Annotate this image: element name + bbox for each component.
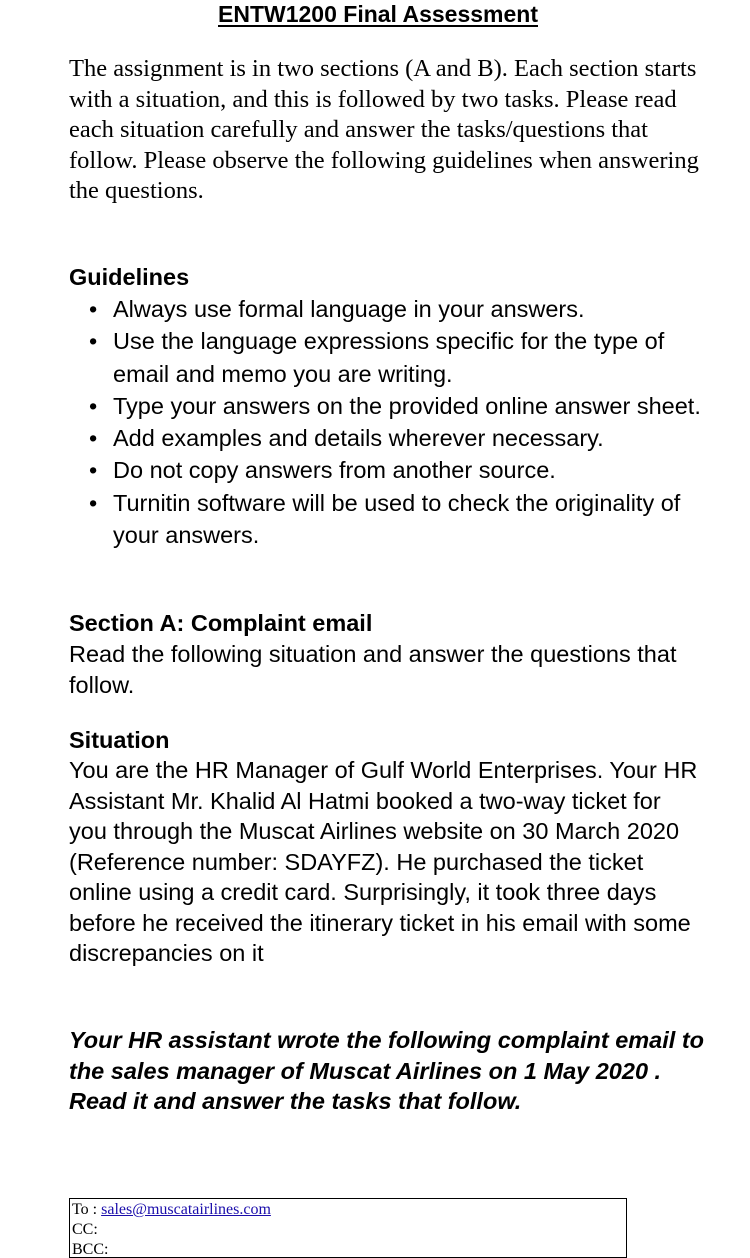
- bullet-icon: •: [89, 392, 98, 419]
- guideline-text: Add examples and details wherever necessary.: [113, 425, 604, 452]
- email-to-line: [72, 1200, 624, 1220]
- bullet-icon: •: [89, 489, 98, 516]
- guideline-item: [89, 422, 709, 454]
- email-cc-line: CC:: [72, 1221, 98, 1238]
- guideline-text: Use the language expressions specific for the type of email and memo you are writing.: [113, 328, 665, 387]
- task-instruction: Your HR assistant wrote the following complaint email to the sales manager of Muscat Airlines on 1 May 2020 . Read it and answer the tasks that follow.: [69, 1027, 705, 1114]
- section-a-instruction: Read the following situation and answer the questions that follow.: [69, 641, 677, 698]
- guideline-item: [89, 390, 709, 422]
- guideline-text: Always use formal language in your answers.: [113, 296, 585, 322]
- section-a-heading: Section A: Complaint email: [69, 610, 373, 636]
- guidelines-list: [89, 293, 709, 551]
- situation-text: You are the HR Manager of Gulf World Enterprises. Your HR Assistant Mr. Khalid Al Hatmi booked a two-way ticket for you through the Muscat Airlines website on 30 March 2020 (Reference number: SDAYFZ). He purchased the ticket online using a credit card. Surprisingly, it took three days before he received the itinerary ticket in his email with some discrepancies on it: [69, 757, 698, 966]
- guidelines-heading: Guidelines: [69, 264, 190, 290]
- bullet-icon: •: [89, 425, 98, 452]
- email-to-label: To :: [72, 1201, 102, 1218]
- bullet-icon: •: [89, 328, 98, 355]
- guideline-item: [89, 325, 709, 390]
- document-title: ENTW1200 Final Assessment: [218, 1, 538, 27]
- email-bcc-line: BCC:: [72, 1241, 109, 1258]
- guideline-item: [89, 487, 709, 552]
- intro-paragraph: The assignment is in two sections (A and B). Each section starts with a situation, and this is followed by two tasks. Please read each situation carefully and answer the tasks/questions that follow. Please observe the following guidelines when answering the questions.: [69, 55, 699, 204]
- bullet-icon: •: [89, 457, 98, 484]
- situation-heading: Situation: [69, 727, 170, 753]
- guideline-text: Do not copy answers from another source.: [113, 457, 556, 484]
- guideline-item: [89, 454, 709, 486]
- bullet-icon: •: [89, 296, 98, 322]
- email-to-link[interactable]: sales@muscatairlines.com: [101, 1201, 271, 1218]
- email-header-box: [69, 1198, 627, 1258]
- guideline-text: Turnitin software will be used to check the originality of your answers.: [113, 489, 681, 549]
- guideline-item: [89, 293, 709, 325]
- guideline-text: Type your answers on the provided online answer sheet.: [113, 392, 701, 419]
